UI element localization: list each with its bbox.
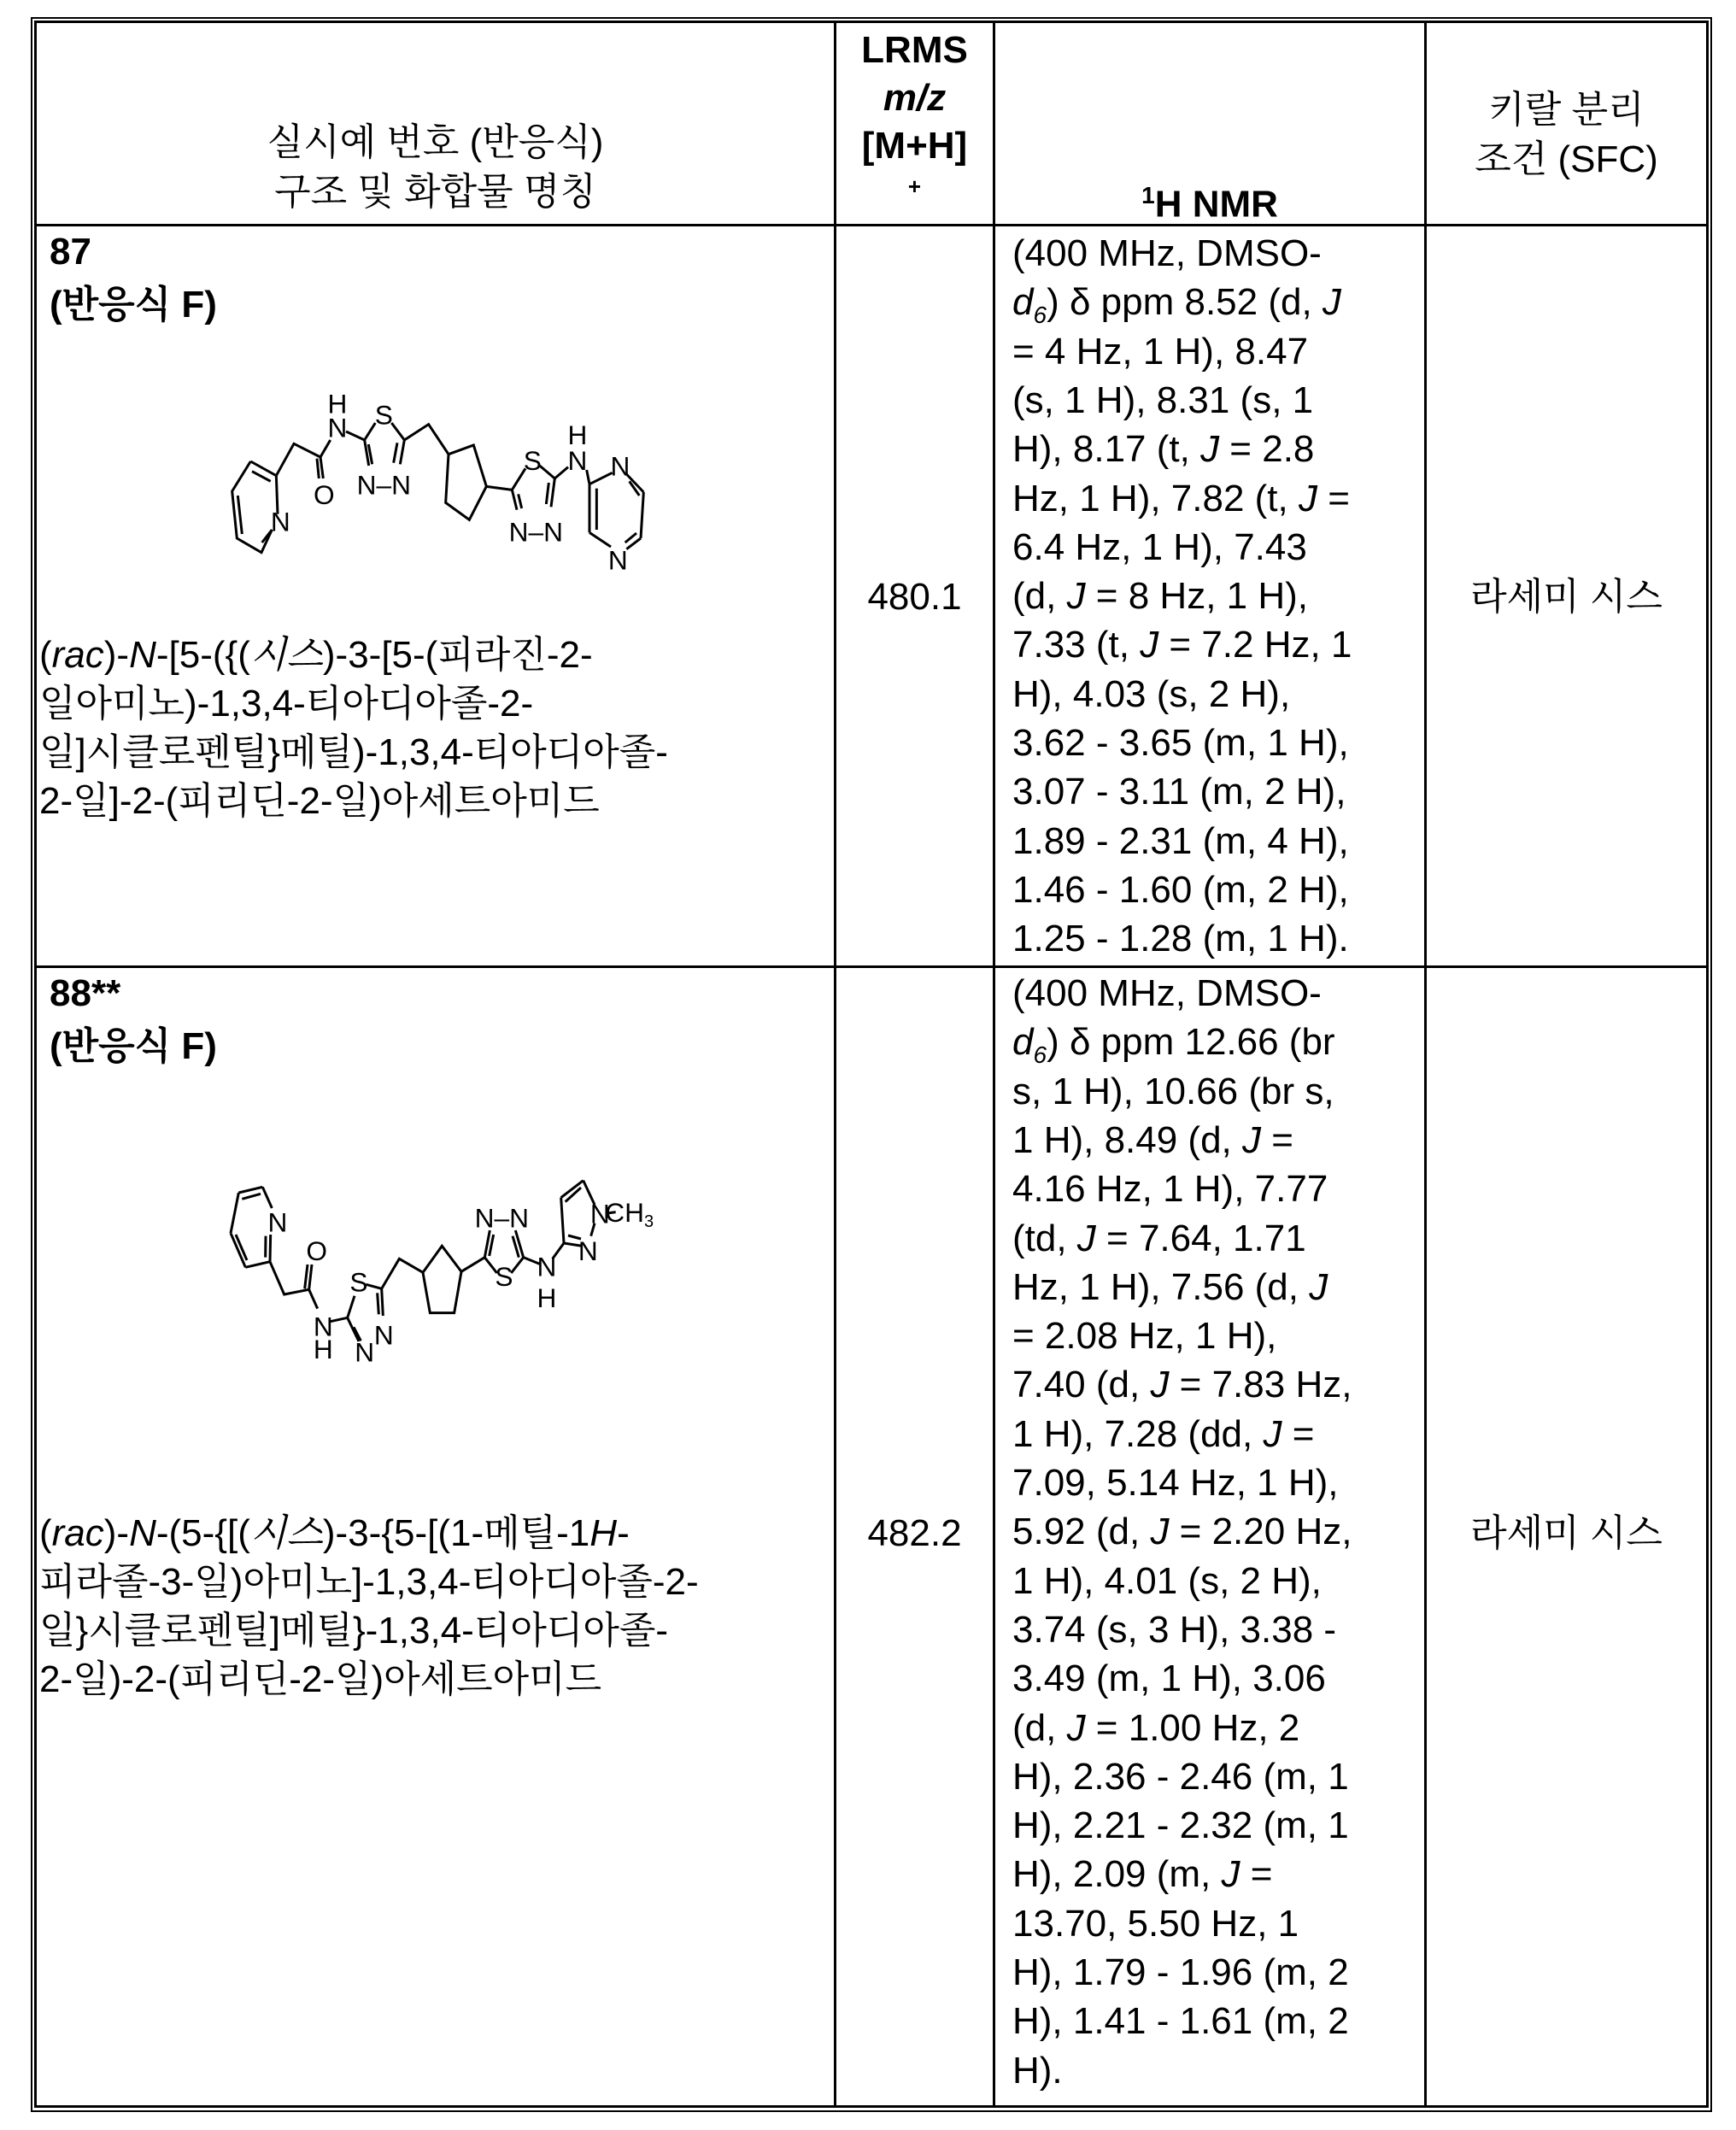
header-col4-line1: 키랄 분리 [1427, 85, 1706, 134]
nmr-line: 5.92 (d, J = 2.20 Hz, [1012, 1507, 1352, 1556]
nmr-line: 6.4 Hz, 1 H), 7.43 [1012, 523, 1307, 572]
header-col1-line1: 실시예 번호 (반응식) [37, 118, 834, 167]
svg-text:N: N [355, 1336, 374, 1367]
nmr-line: 3.62 - 3.65 (m, 1 H), [1012, 719, 1349, 767]
chemical-structure-87 [34, 359, 846, 615]
header-col1-line2: 구조 및 화합물 명칭 [37, 167, 834, 216]
svg-text:N: N [328, 413, 348, 443]
svg-text:H: H [314, 1334, 333, 1364]
svg-text:N: N [374, 1319, 394, 1350]
divider [834, 21, 836, 2107]
svg-text:N–N: N–N [509, 516, 563, 547]
svg-text:S: S [349, 1267, 367, 1298]
nmr-line: (d, J = 8 Hz, 1 H), [1012, 572, 1308, 620]
header-nmr-label: H NMR [1155, 184, 1278, 226]
svg-text:S: S [495, 1261, 513, 1292]
divider [34, 21, 1709, 23]
nmr-line: 7.09, 5.14 Hz, 1 H), [1012, 1458, 1339, 1507]
header-mh: [M+H] [836, 121, 993, 170]
nmr-line: H), 4.03 (s, 2 H), [1012, 670, 1290, 719]
chiral-separation: 라세미 시스 [1427, 1509, 1706, 1558]
nmr-line: H). [1012, 2046, 1063, 2095]
svg-text:H: H [328, 388, 348, 419]
svg-text:N: N [314, 1311, 333, 1341]
lrms-value: 480.1 [836, 572, 993, 621]
divider [34, 965, 1709, 968]
nmr-line: 3.74 (s, 3 H), 3.38 - [1012, 1605, 1336, 1654]
svg-text:N–N: N–N [475, 1203, 529, 1234]
nmr-line: 3.49 (m, 1 H), 3.06 [1012, 1654, 1326, 1703]
nmr-line: H), 2.09 (m, J = [1012, 1850, 1272, 1898]
divider [1424, 21, 1427, 2107]
svg-text:N: N [568, 445, 588, 476]
table-border [31, 17, 1712, 2112]
nmr-line: (d, J = 1.00 Hz, 2 [1012, 1704, 1299, 1752]
compound-name-line: 2-일]-2-(피리딘-2-일)아세트아미드 [39, 777, 600, 825]
svg-text:N: N [611, 451, 630, 482]
nmr-line: H), 2.21 - 2.32 (m, 1 [1012, 1801, 1349, 1850]
nmr-line: H), 1.41 - 1.61 (m, 2 [1012, 1997, 1349, 2045]
divider [34, 2105, 1709, 2108]
compound-name-line: 일]시클로펜틸}메틸)-1,3,4-티아디아졸- [39, 728, 668, 777]
nmr-line: 1 H), 4.01 (s, 2 H), [1012, 1557, 1322, 1605]
lrms-value: 482.2 [836, 1509, 993, 1558]
svg-text:N–N: N–N [357, 469, 411, 500]
svg-text:N: N [268, 1207, 288, 1238]
svg-text:CH3: CH3 [605, 1197, 654, 1231]
header-mz: m/z [836, 73, 993, 122]
svg-text:N: N [271, 507, 290, 537]
nmr-line: 1.46 - 1.60 (m, 2 H), [1012, 865, 1349, 914]
svg-text:O: O [314, 479, 335, 510]
svg-text:N: N [608, 545, 628, 576]
header-plus: + [836, 162, 993, 211]
divider [1706, 21, 1709, 2107]
nmr-line: H), 1.79 - 1.96 (m, 2 [1012, 1948, 1349, 1997]
svg-text:N: N [537, 1251, 557, 1282]
reaction-scheme: (반응식 F) [50, 280, 217, 329]
compound-name-line: (rac)-N-[5-({(시스)-3-[5-(피라진-2- [39, 631, 593, 679]
nmr-line: 1.25 - 1.28 (m, 1 H). [1012, 914, 1349, 963]
header-col4-line2: 조건 (SFC) [1427, 135, 1706, 184]
compound-name-line: 일}시클로펜틸]메틸}-1,3,4-티아디아졸- [39, 1606, 668, 1655]
header-nmr-sup: 1 [1141, 182, 1155, 208]
svg-text:S: S [524, 445, 542, 476]
nmr-line: (td, J = 7.64, 1.71 [1012, 1214, 1306, 1263]
svg-text:H: H [537, 1282, 557, 1313]
nmr-line: H), 8.17 (t, J = 2.8 [1012, 425, 1314, 473]
chiral-separation: 라세미 시스 [1427, 572, 1706, 621]
nmr-line: 7.33 (t, J = 7.2 Hz, 1 [1012, 620, 1352, 669]
nmr-line: (s, 1 H), 8.31 (s, 1 [1012, 376, 1313, 425]
compound-name-line: 2-일)-2-(피리딘-2-일)아세트아미드 [39, 1655, 601, 1704]
nmr-line: 1.89 - 2.31 (m, 4 H), [1012, 817, 1349, 865]
svg-text:N: N [578, 1235, 598, 1266]
nmr-line: (400 MHz, DMSO- [1012, 969, 1322, 1018]
nmr-line: 3.07 - 3.11 (m, 2 H), [1012, 767, 1346, 816]
nmr-line: 7.40 (d, J = 7.83 Hz, [1012, 1360, 1352, 1409]
divider [993, 21, 995, 2107]
nmr-line: (400 MHz, DMSO- [1012, 229, 1322, 278]
svg-text:H: H [568, 420, 588, 450]
nmr-line: 4.16 Hz, 1 H), 7.77 [1012, 1165, 1328, 1213]
nmr-line: = 4 Hz, 1 H), 8.47 [1012, 327, 1308, 376]
nmr-line: 1 H), 8.49 (d, J = [1012, 1116, 1293, 1165]
divider [34, 21, 37, 2107]
svg-text:S: S [375, 400, 393, 431]
svg-text:O: O [306, 1235, 327, 1266]
nmr-line: d6) δ ppm 12.66 (br [1012, 1018, 1335, 1079]
header-lrms: LRMS [836, 26, 993, 74]
example-number: 88** [50, 969, 120, 1018]
nmr-line: Hz, 1 H), 7.82 (t, J = [1012, 474, 1350, 523]
nmr-line: Hz, 1 H), 7.56 (d, J [1012, 1263, 1328, 1311]
svg-text:N: N [590, 1199, 610, 1229]
reaction-scheme: (반응식 F) [50, 1022, 217, 1071]
nmr-line: d6) δ ppm 8.52 (d, J [1012, 278, 1341, 339]
nmr-line: 13.70, 5.50 Hz, 1 [1012, 1899, 1299, 1948]
compound-name-line: 일아미노)-1,3,4-티아디아졸-2- [39, 679, 533, 728]
compound-name-line: (rac)-N-(5-{[(시스)-3-{5-[(1-메틸-1H- [39, 1509, 630, 1558]
nmr-line: 1 H), 7.28 (dd, J = [1012, 1410, 1314, 1458]
nmr-line: H), 2.36 - 2.46 (m, 1 [1012, 1752, 1349, 1801]
nmr-line: s, 1 H), 10.66 (br s, [1012, 1067, 1334, 1116]
header-nmr [995, 171, 1424, 229]
example-number: 87 [50, 227, 91, 276]
chemical-structure-88 [34, 1145, 846, 1371]
compound-name-line: 피라졸-3-일)아미노]-1,3,4-티아디아졸-2- [39, 1558, 699, 1606]
nmr-line: = 2.08 Hz, 1 H), [1012, 1311, 1276, 1360]
divider [34, 224, 1709, 226]
